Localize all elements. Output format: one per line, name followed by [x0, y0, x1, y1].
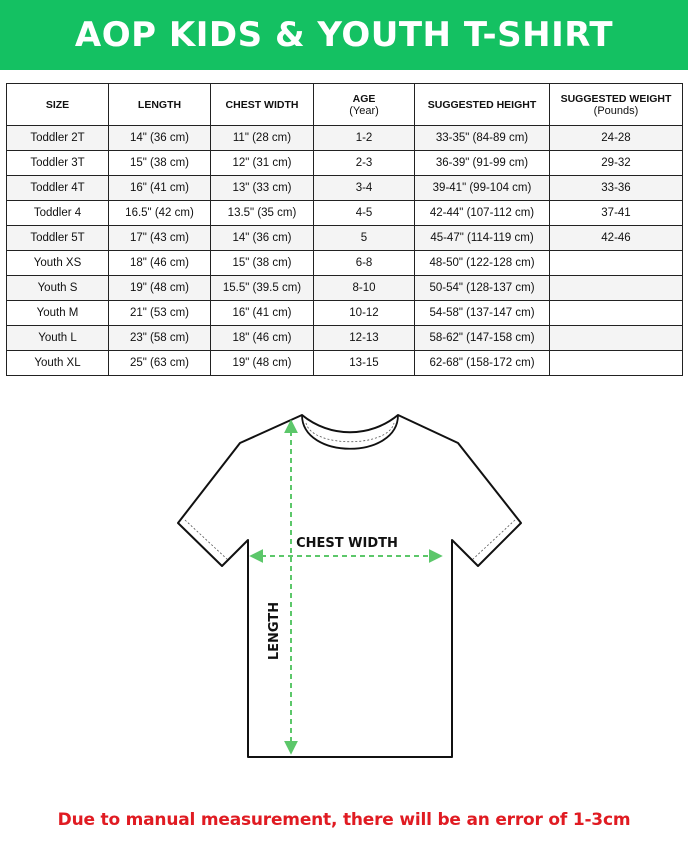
cell-size: Youth L [7, 326, 109, 351]
cell-chest: 19" (48 cm) [211, 351, 314, 376]
cell-size: Youth S [7, 276, 109, 301]
header-age [314, 84, 415, 126]
cell-weight: 37-41 [550, 201, 683, 226]
measurement-note: Due to manual measurement, there will be an error of 1-3cm [57, 810, 631, 830]
cell-chest: 13" (33 cm) [211, 176, 314, 201]
cell-age: 5 [314, 226, 415, 251]
cell-age: 1-2 [314, 126, 415, 151]
cell-chest: 16" (41 cm) [211, 301, 314, 326]
table-row [7, 301, 683, 326]
chest-width-label: CHEST WIDTH [296, 536, 398, 551]
cell-height: 36-39" (91-99 cm) [415, 151, 550, 176]
cell-age: 6-8 [314, 251, 415, 276]
cell-chest: 18" (46 cm) [211, 326, 314, 351]
cell-chest: 14" (36 cm) [211, 226, 314, 251]
cell-length: 19" (48 cm) [109, 276, 211, 301]
cell-length: 18" (46 cm) [109, 251, 211, 276]
table-header-row [7, 84, 683, 126]
cell-height: 58-62" (147-158 cm) [415, 326, 550, 351]
cell-height: 50-54" (128-137 cm) [415, 276, 550, 301]
header-age-label: AGE [352, 92, 376, 105]
cell-height: 54-58" (137-147 cm) [415, 301, 550, 326]
table-row [7, 201, 683, 226]
cell-weight: 42-46 [550, 226, 683, 251]
cell-weight: 33-36 [550, 176, 683, 201]
cell-age: 10-12 [314, 301, 415, 326]
cell-size: Toddler 4 [7, 201, 109, 226]
cell-size: Toddler 2T [7, 126, 109, 151]
cell-age: 4-5 [314, 201, 415, 226]
header-chest-width: CHEST WIDTH [211, 84, 314, 126]
cell-length: 14" (36 cm) [109, 126, 211, 151]
cell-age: 2-3 [314, 151, 415, 176]
cell-height: 62-68" (158-172 cm) [415, 351, 550, 376]
header-weight-label: SUGGESTED WEIGHT [560, 92, 672, 105]
cell-length: 16" (41 cm) [109, 176, 211, 201]
cell-weight [550, 301, 683, 326]
page-title: AOP KIDS & YOUTH T-SHIRT [74, 15, 614, 55]
table-row [7, 226, 683, 251]
table-row [7, 276, 683, 301]
cell-length: 25" (63 cm) [109, 351, 211, 376]
table-row [7, 326, 683, 351]
header-weight-unit: (Pounds) [593, 104, 639, 117]
cell-length: 16.5" (42 cm) [109, 201, 211, 226]
cell-age: 12-13 [314, 326, 415, 351]
cell-size: Toddler 3T [7, 151, 109, 176]
cell-weight: 29-32 [550, 151, 683, 176]
tshirt-shape [178, 415, 521, 757]
cell-weight [550, 351, 683, 376]
table-row [7, 151, 683, 176]
cell-length: 23" (58 cm) [109, 326, 211, 351]
header-suggested-height: SUGGESTED HEIGHT [415, 84, 550, 126]
cell-chest: 12" (31 cm) [211, 151, 314, 176]
cell-weight [550, 326, 683, 351]
cell-size: Youth M [7, 301, 109, 326]
cell-weight [550, 276, 683, 301]
cell-age: 13-15 [314, 351, 415, 376]
table-row [7, 351, 683, 376]
cell-chest: 15" (38 cm) [211, 251, 314, 276]
header-size: SIZE [7, 84, 109, 126]
cell-length: 15" (38 cm) [109, 151, 211, 176]
cell-height: 48-50" (122-128 cm) [415, 251, 550, 276]
cell-weight: 24-28 [550, 126, 683, 151]
cell-chest: 15.5" (39.5 cm) [211, 276, 314, 301]
cell-length: 21" (53 cm) [109, 301, 211, 326]
cell-size: Toddler 4T [7, 176, 109, 201]
cell-size: Youth XL [7, 351, 109, 376]
header-age-unit: (Year) [349, 104, 379, 117]
cell-height: 45-47" (114-119 cm) [415, 226, 550, 251]
cell-size: Toddler 5T [7, 226, 109, 251]
cell-height: 33-35" (84-89 cm) [415, 126, 550, 151]
cell-height: 42-44" (107-112 cm) [415, 201, 550, 226]
cell-height: 39-41" (99-104 cm) [415, 176, 550, 201]
table-row [7, 126, 683, 151]
cell-age: 3-4 [314, 176, 415, 201]
table-row [7, 176, 683, 201]
title-banner [0, 0, 688, 70]
header-length: LENGTH [109, 84, 211, 126]
tshirt-diagram [0, 395, 688, 785]
length-label: LENGTH [267, 601, 282, 661]
table-row [7, 251, 683, 276]
cell-weight [550, 251, 683, 276]
tshirt-outline-svg [0, 395, 688, 785]
cell-chest: 13.5" (35 cm) [211, 201, 314, 226]
header-suggested-weight [550, 84, 683, 126]
cell-age: 8-10 [314, 276, 415, 301]
cell-length: 17" (43 cm) [109, 226, 211, 251]
cell-size: Youth XS [7, 251, 109, 276]
cell-chest: 11" (28 cm) [211, 126, 314, 151]
size-chart-table [6, 83, 683, 376]
